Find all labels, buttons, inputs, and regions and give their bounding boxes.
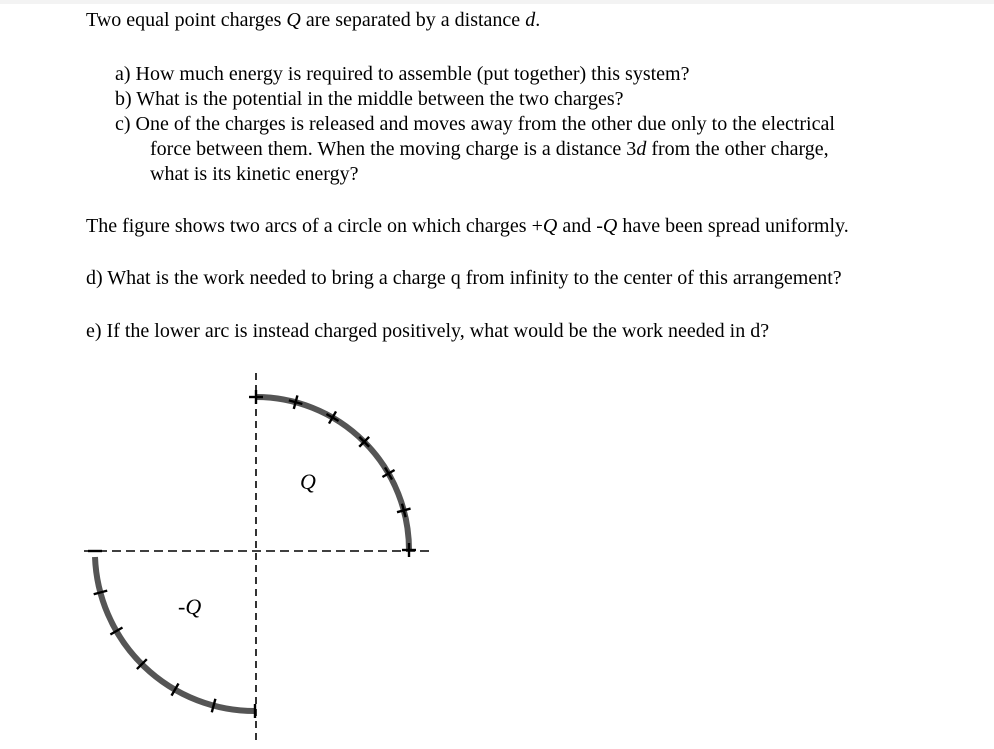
plus-sign bbox=[402, 543, 416, 557]
question-d: d) What is the work needed to bring a charge q from infinity to the center of this arrangement? bbox=[86, 267, 842, 289]
lower-arc-charges bbox=[88, 551, 255, 718]
question-c-line-2: force between them. When the moving charge is a distance 3d from the other charge, bbox=[150, 138, 829, 160]
page-top-border bbox=[0, 0, 994, 4]
figure-description: The figure shows two arcs of a circle on which charges +Q and -Q have been spread uniformly. bbox=[86, 215, 849, 237]
question-b: b) What is the potential in the middle between the two charges? bbox=[115, 88, 624, 110]
plus-sign bbox=[249, 390, 263, 404]
upper-arc bbox=[256, 397, 409, 550]
upper-arc-label: Q bbox=[300, 469, 316, 494]
question-c-line-3: what is its kinetic energy? bbox=[150, 163, 359, 185]
question-e: e) If the lower arc is instead charged positively, what would be the work needed in d? bbox=[86, 320, 770, 342]
intro-sentence: Two equal point charges Q are separated by a distance d. bbox=[86, 9, 541, 31]
charged-arcs-figure bbox=[0, 360, 994, 749]
lower-arc-label: -Q bbox=[178, 594, 202, 619]
question-a: a) How much energy is required to assemble (put together) this system? bbox=[115, 63, 690, 85]
question-c-line-1: c) One of the charges is released and moves away from the other due only to the electrical bbox=[115, 113, 835, 135]
